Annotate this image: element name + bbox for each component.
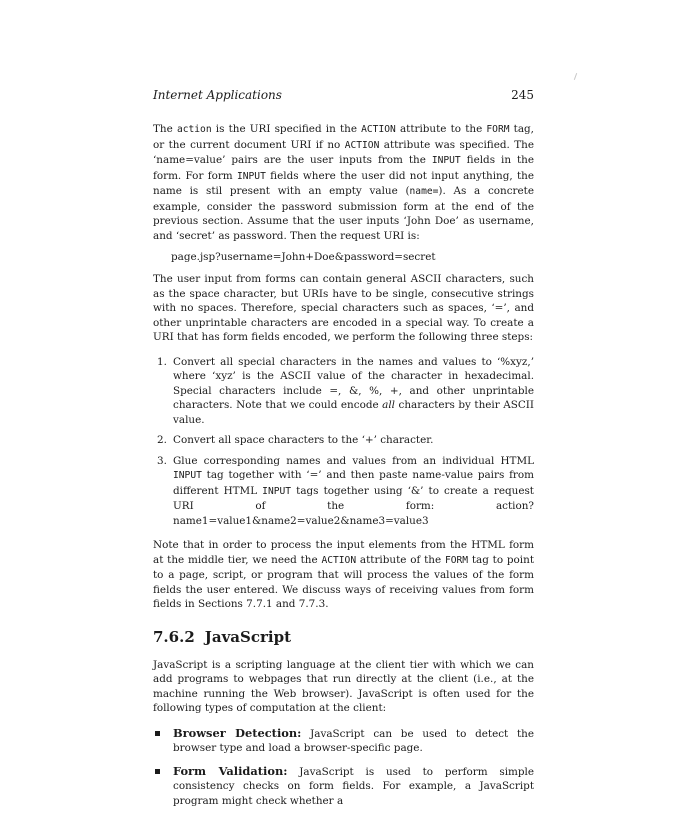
paragraph-javascript-intro: JavaScript is a scripting language at the client tier with which we can add programs to webpages that run directly at the client (i.e., at the machine running the Web browser). JavaScript is often used for the following types of computation at the client: <box>153 658 534 714</box>
running-header <box>153 88 534 108</box>
bullet-icon <box>155 731 160 736</box>
list-item: 3. Glue corresponding names and values from an individual HTML INPUT tag together with ‘=’ and then paste name-value pairs from different HTML INPUT tags together using ‘&’ to create a request URI of the form: action?name1=value1&name2=value2&name3=value3 <box>157 454 534 527</box>
paragraph-action-uri: The action is the URI specified in the ACTION attribute to the FORM tag, or the current document URI if no ACTION attribute was specified. The ‘name=value’ pairs are the user inputs from the INPUT fields in the form. For form INPUT fields where the user did not input anything, the name is stil present with an empty value (name=). As a concrete example, consider the password submission form at the end of the previous section. Assume that the user inputs ‘John Doe’ as username, and ‘secret’ as password. Then the request URI is: <box>153 123 535 242</box>
javascript-uses-list <box>153 726 534 809</box>
list-item: 2. Convert all space characters to the ‘+’ character. <box>157 434 434 446</box>
list-item: Browser Detection: JavaScript can be used to detect the browser type and load a browser-specific page. <box>153 726 534 756</box>
code-input: INPUT <box>431 155 461 166</box>
scan-mark <box>574 73 577 80</box>
code-action: action <box>176 124 212 135</box>
page-body <box>153 88 534 816</box>
list-item: 1. Convert all special characters in the names and values to ‘%xyz,’ where ‘xyz’ is the ASCII value of the character in hexadecimal. Special characters include =, &, %, +, and other unprintable characters. Note that we could encode all characters by their ASCII value. <box>157 355 535 426</box>
paragraph-encoding: The user input from forms can contain general ASCII characters, such as the space character, but URIs have to be single, consecutive strings with no spaces. Therefore, special characters such as spaces, ‘=’, and other unprintable characters are encoded in a special way. To create a URI that has form fields encoded, we perform the following three steps: <box>153 273 534 343</box>
example-uri: page.jsp?username=John+Doe&password=secret <box>171 251 436 263</box>
page-number: 245 <box>511 88 534 102</box>
code-action-attr-2: ACTION <box>344 139 380 151</box>
section-title: JavaScript <box>204 627 292 646</box>
paragraph-middle-tier: Note that in order to process the input elements from the HTML form at the middle tier, we need the ACTION attribute of the FORM tag to point to a page, script, or program that will process the values of the form fields the user entered. We discuss ways of receiving values from form fields in Sections 7.7.1 and 7.7.3. <box>153 539 535 610</box>
code-form: FORM <box>486 124 510 135</box>
code-name-eq: name= <box>409 186 439 197</box>
code-action-attr: ACTION <box>361 124 396 135</box>
header-title: Internet Applications <box>153 88 282 102</box>
code-input-2: INPUT <box>236 170 266 182</box>
bullet-icon <box>155 769 160 774</box>
section-number: 7.6.2 <box>153 627 195 646</box>
list-item: Form Validation: JavaScript is used to perform simple consistency checks on form fields. For example, a JavaScript program might check whether a <box>153 764 534 809</box>
encoding-steps-list <box>153 355 534 529</box>
section-heading <box>153 628 534 646</box>
